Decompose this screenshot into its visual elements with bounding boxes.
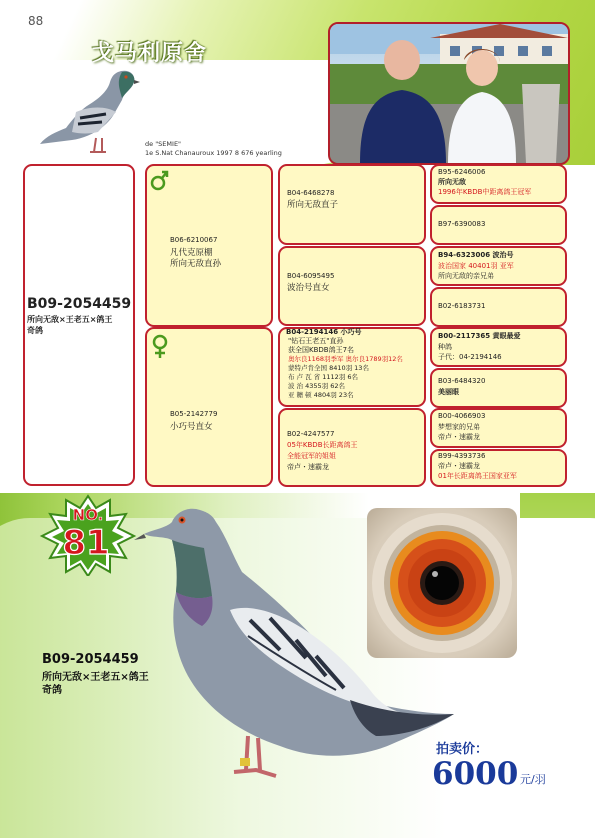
photo-caption <box>145 140 282 158</box>
female-symbol-icon <box>150 334 170 360</box>
gen3-6-ring: B03-6484320 <box>438 377 486 385</box>
pigeon-illustration <box>36 62 144 162</box>
gen2-4-line1: 05年KBDB长距离鸽王 <box>287 441 358 449</box>
sire-line1: 凡代克原棚 <box>170 248 213 258</box>
subject-parents-line1: 所向无敌×王老五×鸽王 <box>27 315 113 324</box>
gen3-1-line2: 1996年KBDB中距离鸽王冠军 <box>438 188 532 196</box>
gen2-3-line7: 亚 耱 顿 4804羽 23名 <box>288 391 354 399</box>
caption-line-2: 1e S.Nat Chanauroux 1997 8 676 yearling <box>145 149 282 157</box>
gen2-3-ring: B04-2194146 小巧号 <box>286 328 362 336</box>
gen2-1-ring: B04-6468278 <box>287 189 335 197</box>
eye-closeup <box>367 508 517 658</box>
price-value: 6000 <box>432 756 519 792</box>
loft-title: 戈马利原舍 <box>92 41 208 66</box>
bottom-parents-line1: 所向无敌×王老五×鸽王 <box>42 672 149 683</box>
dam-line1: 小巧号直女 <box>170 422 213 432</box>
price-unit: 元/羽 <box>520 773 546 786</box>
bottom-parents-line2: 奇鸽 <box>42 685 62 696</box>
gen2-3-line6: 波 治 4355羽 62名 <box>288 382 346 390</box>
gen3-2-ring: B97-6390083 <box>438 220 486 228</box>
gen2-3-line5: 布 卢 瓦 省 1112羽 6名 <box>288 373 359 381</box>
gen3-3-line2: 所向无敌的亲兄弟 <box>438 272 494 280</box>
bottom-ring: B09-2054459 <box>42 652 139 667</box>
gen3-7-line1: 梦想家的兄弟 <box>438 423 480 431</box>
gen3-8-line2: 01年长距离鸽王国家亚军 <box>438 472 517 480</box>
subject-ring: B09-2054459 <box>27 296 132 312</box>
gen3-1-ring: B95-6246006 <box>438 168 486 176</box>
gen3-8-line1: 帝卢・速霸龙 <box>438 462 480 470</box>
gen2-3-line4: 蒙特卢肯全国 8410羽 13名 <box>288 364 369 372</box>
page-number: 88 <box>28 14 44 28</box>
gen3-5-line1: 种鸽 <box>438 343 452 351</box>
gen3-3-line1: 波治国家 40401羽 亚军 <box>438 262 514 270</box>
bottom-parents <box>42 671 149 697</box>
gen2-3-line2: 获全国KBDB鸽王7名 <box>288 346 355 354</box>
gen2-4-line3: 帝卢・速霸龙 <box>287 463 329 471</box>
breeder-photo <box>328 22 570 165</box>
sire-ring: B06-6210067 <box>170 236 218 244</box>
gen3-4-ring: B02-6183731 <box>438 302 486 310</box>
gen2-2-ring: B04-6095495 <box>287 272 335 280</box>
sire-line2: 所向无敌直孙 <box>170 259 222 269</box>
gen3-8-ring: B99-4393736 <box>438 452 486 460</box>
gen3-7-line2: 帝卢・速霸龙 <box>438 433 480 441</box>
gen2-2-line1: 波治号直女 <box>287 283 330 293</box>
gen2-4-line2: 全能冠军的姐姐 <box>287 452 336 460</box>
gen2-4-ring: B02-4247577 <box>287 430 335 438</box>
gen2-3-line3: 奥尔良1168羽季军 奥尔良1789羽12名 <box>288 355 403 363</box>
caption-line-1: de "SEMIE" <box>145 140 182 148</box>
price-label: 拍卖价： <box>436 742 489 757</box>
gen3-6-line1: 美丽眼 <box>438 388 459 396</box>
gen3-7-ring: B00-4066903 <box>438 412 486 420</box>
subject-parents-line2: 奇鸽 <box>27 326 43 335</box>
male-symbol-icon <box>150 168 170 192</box>
badge-number: 81 <box>62 523 110 563</box>
gen3-5-line2: 子代：04-2194146 <box>438 353 502 361</box>
gen3-3-ring: B94-6323006 波治号 <box>438 251 514 259</box>
dam-ring: B05-2142779 <box>170 410 218 418</box>
gen3-1-line1: 所向无敌 <box>438 178 466 186</box>
badge-prefix: NO. <box>72 506 104 524</box>
gen3-5-ring: B00-2117365 黄眼最爱 <box>438 332 521 340</box>
gen2-3-line1: "钻石王老五"直孙 <box>288 337 344 345</box>
lot-badge <box>38 494 138 576</box>
gen2-1-line1: 所向无敌直子 <box>287 200 339 210</box>
